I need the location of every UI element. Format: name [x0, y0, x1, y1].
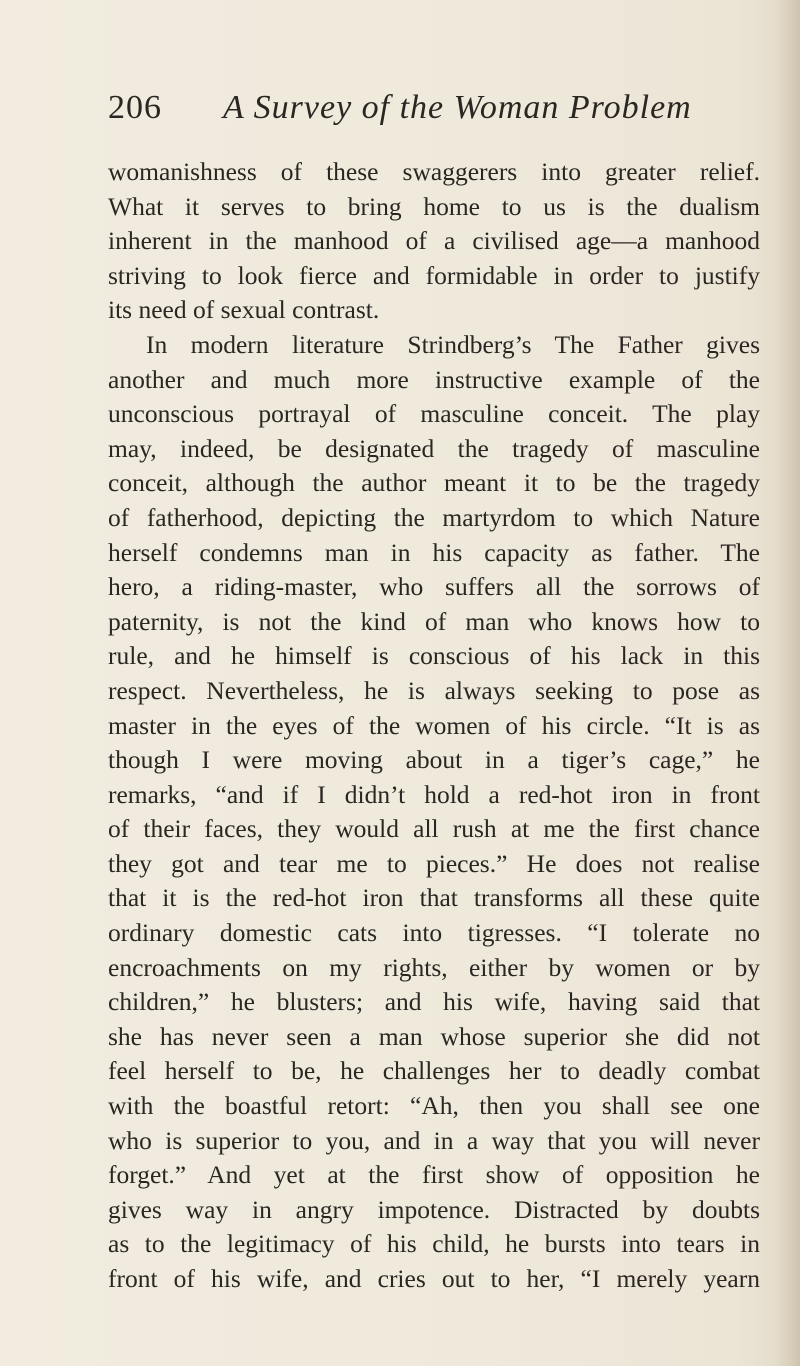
text-line: encroachments on my rights, either by women or by — [108, 952, 760, 982]
text-line: forget.” And yet at the first show of opposition he — [108, 1160, 760, 1190]
page-header — [108, 88, 748, 132]
text-line: as to the legitimacy of his child, he bursts into tears in — [108, 1229, 760, 1259]
text-line: unconscious portrayal of masculine conceit. The play — [108, 399, 760, 429]
text-line: who is superior to you, and in a way that you will never — [108, 1125, 760, 1155]
text-line: inherent in the manhood of a civilised age—a manhood — [108, 226, 760, 256]
text-line: gives way in angry impotence. Distracted by doubts — [108, 1194, 760, 1224]
text-line: paternity, is not the kind of man who knows how to — [108, 606, 760, 636]
text-line: respect. Nevertheless, he is always seeking to pose as — [108, 675, 760, 705]
text-line: herself condemns man in his capacity as father. The — [108, 537, 760, 567]
text-line: front of his wife, and cries out to her, “I merely yearn — [108, 1264, 760, 1293]
text-line: womanishness of these swaggerers into greater relief. — [108, 157, 760, 186]
text-line: its need of sexual contrast. — [108, 295, 380, 325]
text-line: though I were moving about in a tiger’s cage,” he — [108, 745, 760, 775]
text-line: remarks, “and if I didn’t hold a red-hot iron in front — [108, 779, 760, 809]
body-text — [108, 155, 760, 1297]
text-line: may, indeed, be designated the tragedy of masculine — [108, 433, 760, 463]
text-line: of their faces, they would all rush at me the first chance — [108, 814, 760, 844]
text-line: striving to look fierce and formidable in order to justify — [108, 260, 760, 290]
text-line: ordinary domestic cats into tigresses. “I tolerate no — [108, 918, 760, 948]
text-line: another and much more instructive example of the — [108, 364, 760, 394]
text-line: master in the eyes of the women of his circle. “It is as — [108, 710, 760, 740]
page-edge-shadow — [774, 0, 800, 1366]
text-line: children,” he blusters; and his wife, having said that — [108, 987, 760, 1017]
text-line: What it serves to bring home to us is the dualism — [108, 191, 760, 221]
text-line: conceit, although the author meant it to be the tragedy — [108, 468, 760, 498]
text-line: with the boastful retort: “Ah, then you shall see one — [108, 1091, 760, 1121]
text-line: they got and tear me to pieces.” He does not realise — [108, 848, 760, 878]
text-line: of fatherhood, depicting the martyrdom to which Nature — [108, 502, 760, 532]
text-line: feel herself to be, he challenges her to deadly combat — [108, 1056, 760, 1086]
text-line: In modern literature Strindberg’s The Father gives — [146, 329, 760, 359]
text-line: hero, a riding-master, who suffers all the sorrows of — [108, 572, 760, 602]
running-title: A Survey of the Woman Problem — [223, 89, 692, 126]
text-line: she has never seen a man whose superior she did not — [108, 1021, 760, 1051]
text-line: that it is the red-hot iron that transforms all these quite — [108, 883, 760, 913]
text-line: rule, and he himself is conscious of his lack in this — [108, 641, 760, 671]
page-number: 206 — [108, 89, 162, 126]
